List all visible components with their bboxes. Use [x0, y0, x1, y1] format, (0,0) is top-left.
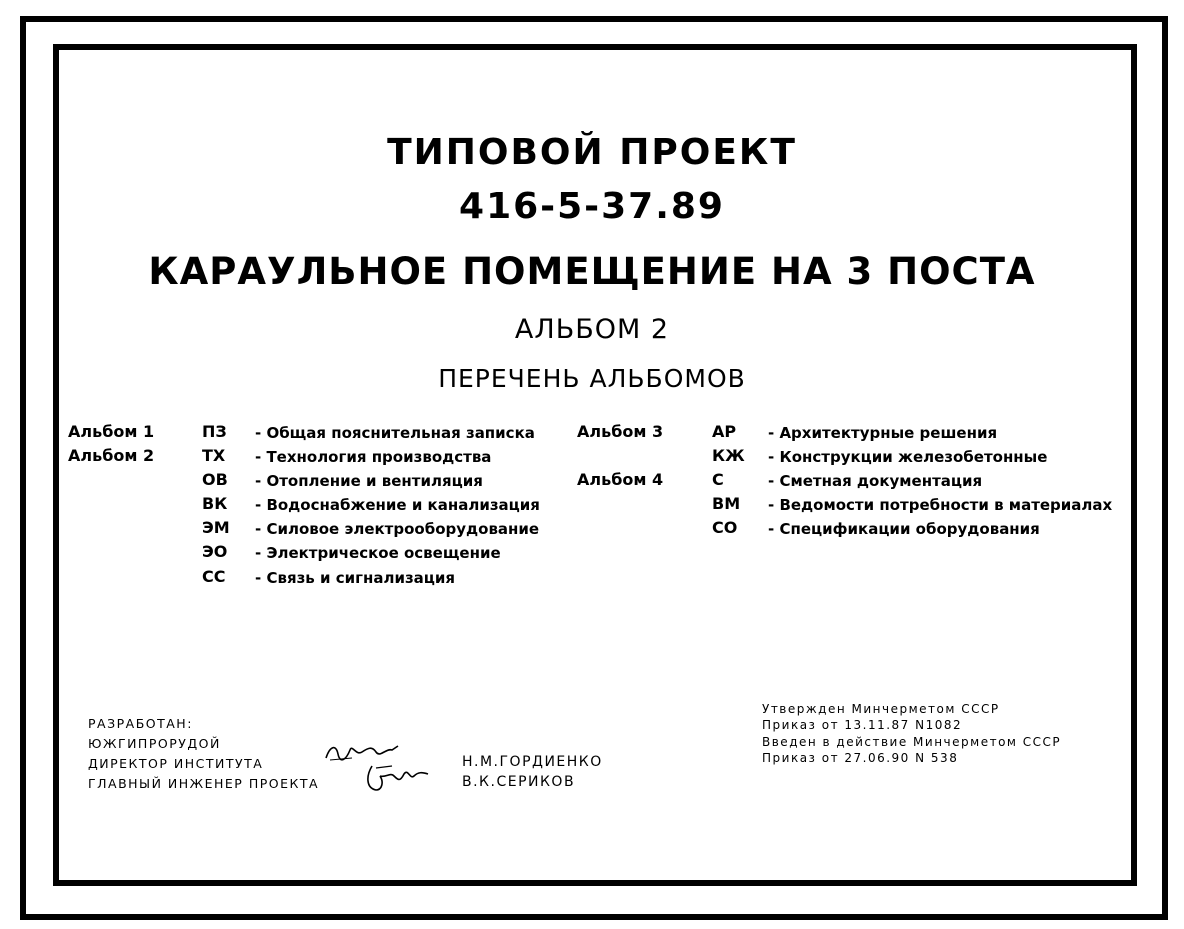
desc-eo: - Электрическое освещение	[255, 544, 501, 562]
album-list-heading: ПЕРЕЧЕНЬ АЛЬБОМОВ	[438, 364, 746, 393]
album-3-label: Альбом 3	[577, 422, 664, 441]
code-em: ЭМ	[202, 518, 230, 537]
code-vk: ВК	[202, 494, 228, 513]
desc-vk: - Водоснабжение и канализация	[255, 496, 540, 514]
developer-org: ЮЖГИПРОРУДОЙ	[88, 736, 221, 751]
code-so: СО	[712, 518, 738, 537]
code-ss: СС	[202, 567, 226, 586]
desc-so: - Спецификации оборудования	[768, 520, 1040, 538]
album-4-label: Альбом 4	[577, 470, 664, 489]
director-name: Н.М.ГОРДИЕНКО	[462, 754, 603, 770]
desc-kzh: - Конструкции железобетонные	[768, 448, 1048, 466]
enactment-order: Приказ от 27.06.90 N 538	[762, 751, 959, 765]
developer-heading: РАЗРАБОТАН:	[88, 716, 193, 731]
code-kzh: КЖ	[712, 446, 745, 465]
album-1-label: Альбом 1	[68, 422, 155, 441]
desc-em: - Силовое электрооборудование	[255, 520, 540, 538]
desc-ss: - Связь и сигнализация	[255, 569, 456, 587]
code-eo: ЭО	[202, 542, 228, 561]
album-title: АЛЬБОМ 2	[514, 314, 670, 345]
project-name: КАРАУЛЬНОЕ ПОМЕЩЕНИЕ НА 3 ПОСТА	[148, 250, 1036, 293]
approved-by: Утвержден Минчерметом СССР	[762, 702, 1000, 716]
code-ar: АР	[712, 422, 737, 441]
desc-pz: - Общая пояснительная записка	[255, 424, 535, 442]
chief-engineer-name: В.К.СЕРИКОВ	[462, 774, 576, 790]
desc-s: - Сметная документация	[768, 472, 983, 490]
code-ov: ОВ	[202, 470, 228, 489]
doc-type-title: ТИПОВОЙ ПРОЕКТ	[387, 132, 797, 173]
code-s: С	[712, 470, 724, 489]
enacted-by: Введен в действие Минчерметом СССР	[762, 735, 1062, 749]
desc-vm: - Ведомости потребности в материалах	[768, 496, 1113, 514]
chief-engineer-signature	[362, 762, 434, 794]
project-number: 416-5-37.89	[459, 186, 725, 227]
chief-engineer-role: ГЛАВНЫЙ ИНЖЕНЕР ПРОЕКТА	[88, 776, 320, 791]
code-pz: ПЗ	[202, 422, 227, 441]
director-role: ДИРЕКТОР ИНСТИТУТА	[88, 756, 264, 771]
desc-ov: - Отопление и вентиляция	[255, 472, 483, 490]
desc-tx: - Технология производства	[255, 448, 492, 466]
desc-ar: - Архитектурные решения	[768, 424, 998, 442]
code-tx: ТХ	[202, 446, 226, 465]
album-2-label: Альбом 2	[68, 446, 155, 465]
approval-order: Приказ от 13.11.87 N1082	[762, 718, 963, 732]
code-vm: ВМ	[712, 494, 741, 513]
